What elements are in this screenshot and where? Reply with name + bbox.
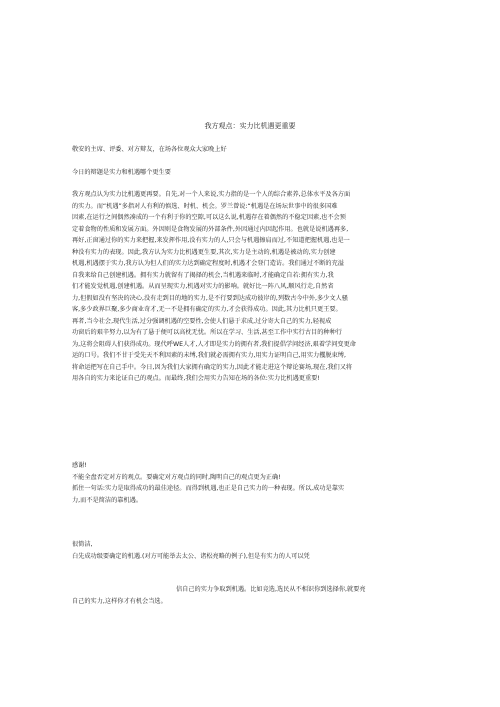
paragraph-line: 将命运把写在自己手中。今日,因为我们大家拥有确定的实力,因此才能走进这个辩论赛场,现在,我们又将 [72,363,353,371]
paragraph-line: 种没有实力的表现。因此,我方认为实力比机遇更生要,其次,实力是主动的,机遇是被动的,实力创建 [72,248,336,256]
paragraph-line: 的实力。而“机遇”多指对人有利的慎选、时机、机会。罗兰曾说:“机遇是在场坛世事中的很多国难 [72,202,338,210]
notes-line: 力,而不是简洁的靠机遇。 [72,496,143,504]
main-argument-paragraph [72,189,432,385]
page-title: 我方观点：实力比机遇更重要 [204,122,296,130]
notes-line: 抓住一句话:实力是取得成功的最佳途径。而得到机遇,也正是自己实力的一种表现。所以,成功是靠实 [72,485,345,492]
paragraph-line: 功窗后的艰辛努力,以为有了悬于便可以高枕无忧。所以在学习、生活,甚至工作中实行古目的种种行 [72,329,342,336]
topic-text: 今日的辩题是实力和机遇哪个更生要 [72,169,171,176]
paragraph-line: 再好,正窗通过你的实力来把握,来发挥作用,没有实力的人,只会与机遇擦肩而过,不知道把握机遇,也是一 [72,237,350,244]
notes-line: 不能全盘否定对方的观点。要确定对方观点的同时,陶明自己的观点更为正确! [72,473,281,481]
notes-line: 很简洁, [72,541,93,548]
paragraph-line: 自我来给自己创建机遇。拥有实力就留有了揭择的机会,当机遇来临时,才能确定自若:拥有实力,我 [72,271,334,279]
rebuttal-notes [72,460,432,506]
paragraph-line: 机遇,机遇摆于实力,我方认为但人们的实力达到确定程度时,机遇才会登门造访。我们通过不断的充溢 [72,260,344,267]
paragraph-line: 再者,当今社会,现代生活,过分强调机遇的空要性,会使人们悬于求成,过分寄大自己的实力,轻视成 [72,317,332,325]
paragraph-line: 运的口号。我们不甘于受先天不利因素的未缚,我们就必需拥有实力,用实力证明自己,用实力攫脱束缚, [72,352,346,359]
paragraph-line: 客,多少政界巨聚,多少商业奇才,无一不是拥有确定的实力,才会获得成功。因此,其力比机只更王要。 [72,306,342,313]
notes-line: 白先成功级要确定的机遇.(对方可能举去太公、诸松亮略的例子),但是有实力的人可以凭 [72,552,310,560]
paragraph-line: 用各自的实力来论证自己的观点。而最终,我们会用实力告知在场的各位:实力比机遇更重要! [72,375,320,382]
notes-line: 感谢! [72,462,87,469]
paragraph-line: 力,但假如没有坚决的决心,没有走到目的地的实力,是不行要到达成功彼岸的,列数古今中外,多少文人骚 [72,294,348,302]
indented-continuation-line: 信自己的实力争取到机遇。比如竞选,选民从不相识你到选择你,就要亮 [176,586,366,593]
final-line: 自己的实力,这样你才有机会当选。 [72,598,167,605]
paragraph-line: 我方观点认为实力比机遇更再要。自先,对一个人来说,实力指的是一个人的综合素养,总体水平及各方面 [72,191,351,198]
paragraph-line: 们才能发觉机遇,创建机遇。从而呈现实力,机遇对实力的影响。就好比一阵八风,顺风行走,自然省 [72,283,334,290]
greeting-text: 敬安的主席、评委、对方辩友，在场各位观众大家晚上好 [72,146,227,153]
paragraph-line: 为,这将会阻碍人们获得成功。现代呼WE人才,人才即是实力的拥有者,我们提倡学问经济,艰着学问变更命 [72,340,356,348]
paragraph-line: 因素,在运行之间偶然凑成的一个有利于你的空隙,可以这么说,机遇存在着偶然的不稳定因素,也不会预 [72,214,346,221]
paragraph-line: 定着食物的性质和发展方面。外因则是食物发展的外部条件,外因通过内因起作用。也就是说机遇再多, [72,225,349,233]
closing-notes [72,539,432,562]
